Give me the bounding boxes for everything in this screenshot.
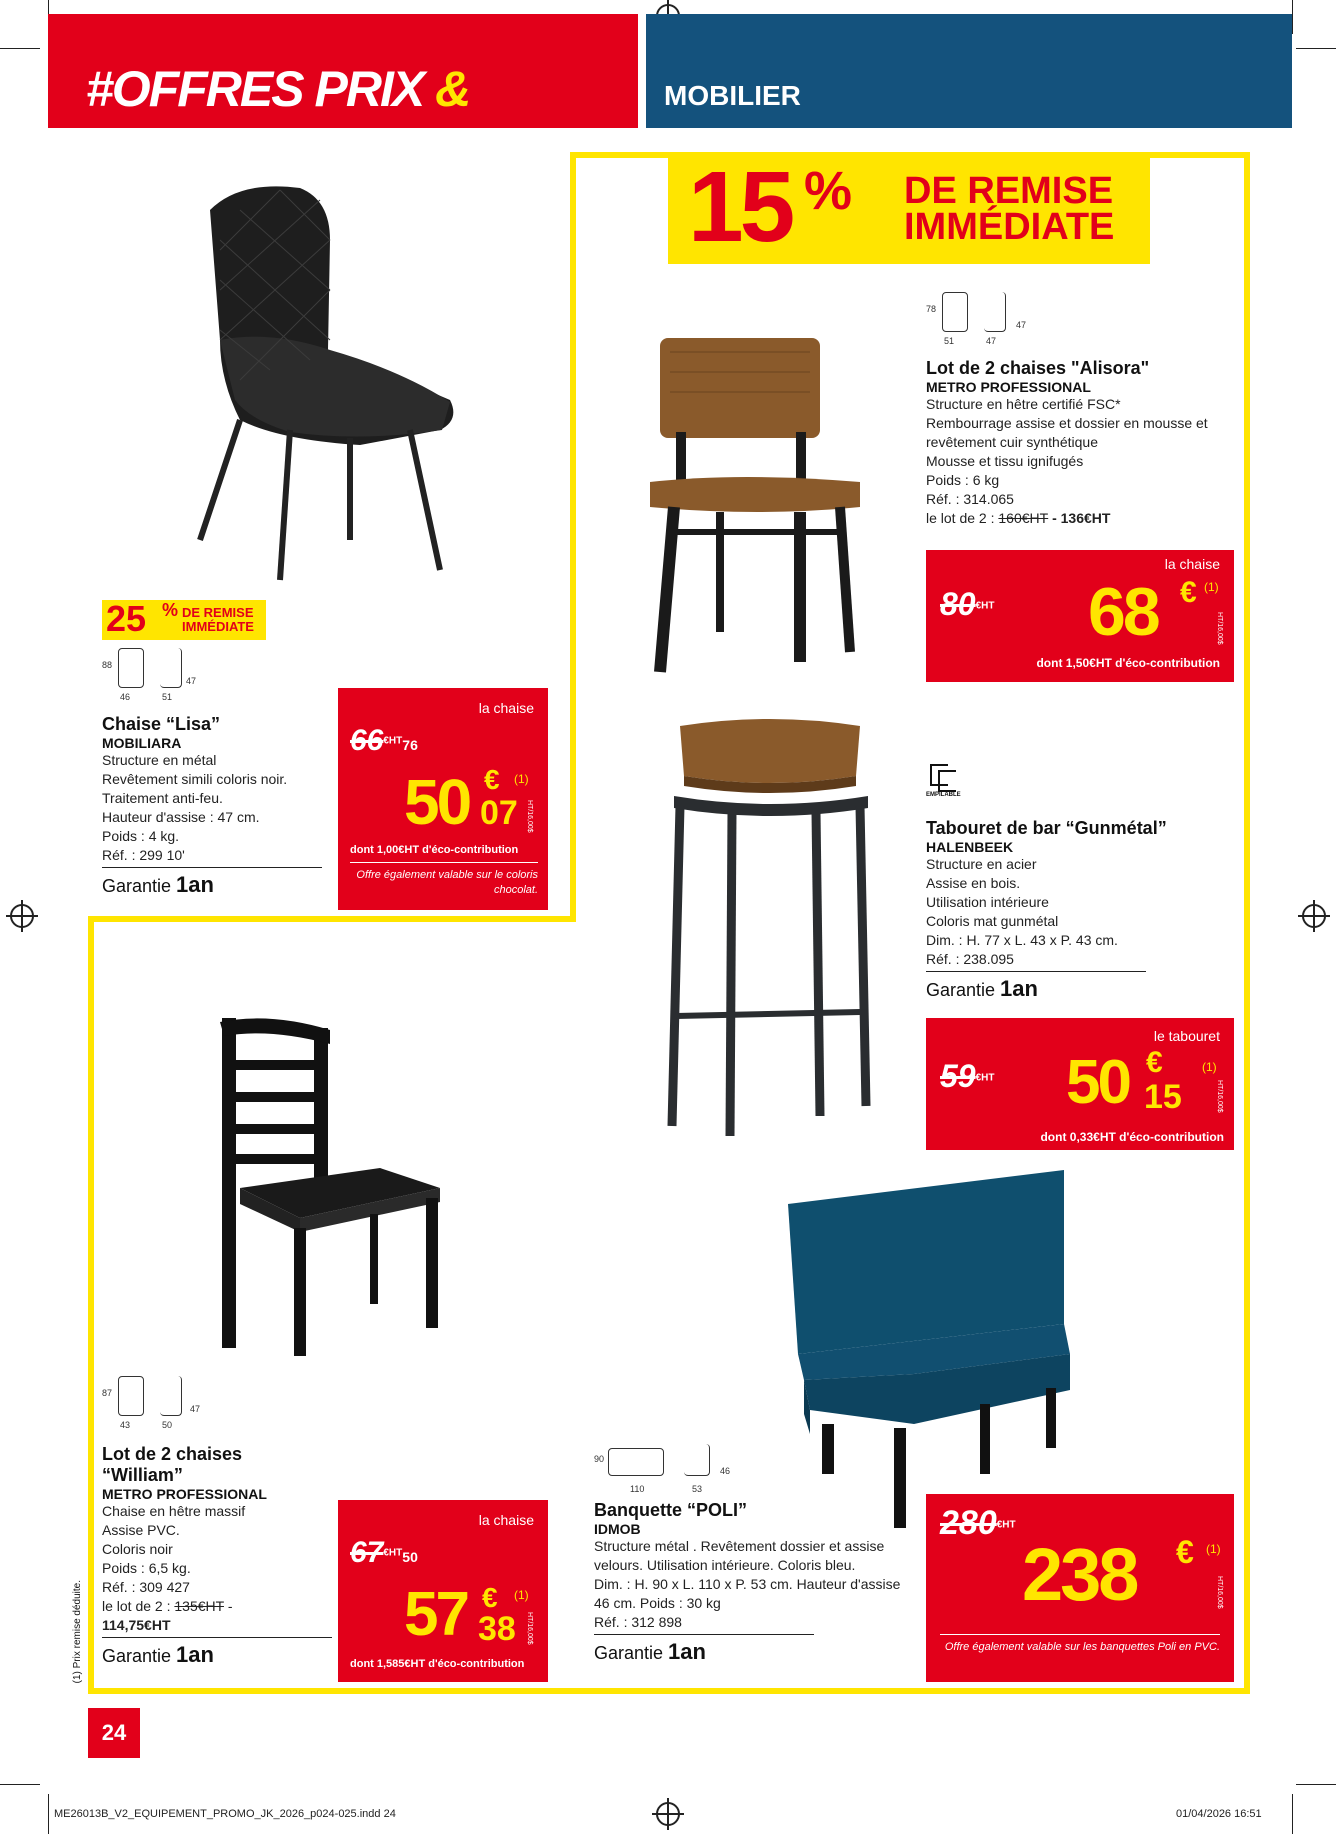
registration-mark-icon [1302, 904, 1326, 928]
price-unit: la chaise [478, 700, 534, 716]
sofa-front-icon [608, 1448, 664, 1476]
registration-mark-icon [10, 904, 34, 928]
dimensions-diagram: 78 47 51 47 [926, 290, 1036, 350]
footnote: (1) Prix remise déduite. [72, 1580, 83, 1684]
discount-line2: IMMÉDIATE [904, 206, 1115, 248]
section-title: MOBILIER [664, 80, 801, 111]
stool-gunmetal-image [660, 716, 880, 1136]
sofa-side-icon [684, 1444, 710, 1476]
product-brand: METRO PROFESSIONAL [102, 1486, 267, 1502]
discount-banner-25 [102, 600, 266, 640]
lot-price: le lot de 2 : 160€HT - 136€HT [926, 510, 1111, 526]
discount-line1: DE REMISE [904, 170, 1114, 212]
crop-mark [1292, 0, 1293, 34]
lot-price: le lot de 2 : 135€HT - [102, 1598, 233, 1614]
promo-frame-right [1244, 152, 1250, 1694]
page-number: 24 [88, 1708, 140, 1758]
price-box-gunmetal: le tabouret $59^{€HT}$ 50 € (1) 15 HT/16,00$ dont 0,33€HT d'éco-contribution [926, 1018, 1234, 1150]
price-unit: le tabouret [1153, 1028, 1220, 1044]
product-gunmetal-info [926, 818, 1236, 1002]
product-title: Chaise “Lisa” [102, 714, 221, 734]
promo-frame-left-bottom [88, 916, 94, 1694]
eco-contribution: dont 1,50€HT d'éco-contribution [1036, 656, 1220, 670]
dimensions-diagram: 90 46 110 53 [594, 1440, 744, 1496]
warranty: Garantie 1an [594, 1639, 706, 1664]
old-price: $59^{€HT}$ [940, 1058, 995, 1094]
product-description: Structure en métal Revêtement simili coloris noir. Traitement anti-feu. Hauteur d'assise : 47 cm. Poids : 4 kg. Réf. : 299 10' [102, 751, 322, 868]
dimensions-diagram: 88 47 46 51 [102, 646, 212, 706]
eco-contribution: dont 0,33€HT d'éco-contribution [1040, 1130, 1224, 1144]
crop-mark [1296, 1784, 1336, 1785]
product-description: Chaise en hêtre massif Assise PVC. Coloris noir Poids : 6,5 kg. Réf. : 309 427 le lot de 2 : 135€HT - 114,75€HT [102, 1502, 332, 1638]
crop-mark [48, 1794, 49, 1834]
chair-lisa-image [180, 180, 470, 600]
discount-line2: IMMÉDIATE [182, 619, 254, 634]
discount-percent: 15 [688, 151, 792, 263]
percent-sign: % [804, 161, 853, 221]
product-description: Structure métal . Revêtement dossier et assise velours. Utilisation intérieure. Coloris bleu. Dim. : H. 90 x L. 110 x P. 53 cm. Hauteur d'assise 46 cm. Poids : 30 kg Réf. : 312 898 [594, 1537, 904, 1635]
bench-poli-image [784, 1164, 1074, 1544]
chair-side-icon [160, 1376, 182, 1416]
promo-frame-step [88, 916, 576, 922]
warranty: Garantie 1an [926, 976, 1038, 1001]
promo-frame-bottom [88, 1688, 1250, 1694]
price-box-lisa: la chaise $66^{€HT}76$ 50 € (1) 07 HT/16,00$ dont 1,00€HT d'éco-contribution Offre également valable sur le coloris chocolat. [338, 688, 548, 910]
warranty: Garantie 1an [102, 872, 214, 897]
product-alisora-info [926, 358, 1236, 528]
product-title: Banquette “POLI” [594, 1500, 748, 1520]
eco-contribution: dont 1,00€HT d'éco-contribution [350, 844, 519, 856]
old-price: $67^{€HT}50$ [350, 1536, 418, 1569]
dimensions-diagram: 87 47 43 50 [102, 1374, 212, 1434]
price-unit: la chaise [1164, 556, 1220, 572]
chair-side-icon [984, 292, 1006, 332]
product-william-info [102, 1444, 332, 1668]
chair-front-icon [118, 648, 144, 688]
price-box-william: la chaise $67^{€HT}50$ 57 € (1) 38 HT/16,00$ dont 1,585€HT d'éco-contribution [338, 1500, 548, 1682]
crop-mark [1296, 48, 1336, 49]
discount-banner-15 [668, 152, 1150, 264]
new-price: 57 [404, 1580, 467, 1649]
crop-mark [0, 1784, 40, 1785]
old-price: $80^{€HT}$ [940, 586, 995, 622]
promo-frame-left-top [570, 152, 576, 922]
offer-note: Offre également valable sur les banquettes Poli en PVC. [944, 1641, 1220, 1653]
price-unit: la chaise [478, 1512, 534, 1528]
product-brand: MOBILIARA [102, 735, 182, 751]
product-description: Structure en acier Assise en bois. Utilisation intérieure Coloris mat gunmétal Dim. : H. 77 x L. 43 x P. 43 cm. Réf. : 238.095 [926, 855, 1236, 972]
header-right-banner [646, 14, 1292, 128]
old-price: $66^{€HT}76$ [350, 724, 418, 757]
crop-mark [1292, 1794, 1293, 1834]
eco-contribution: dont 1,585€HT d'éco-contribution [350, 1658, 525, 1670]
new-price: 50 [404, 766, 470, 838]
price-box-alisora: la chaise $80^{€HT}$ 68 € (1) HT/16,00$ dont 1,50€HT d'éco-contribution [926, 550, 1234, 682]
chair-front-icon [942, 292, 968, 332]
chair-front-icon [118, 1376, 144, 1416]
new-price: 68 [1088, 574, 1158, 650]
footer-date: 01/04/2026 16:51 [1176, 1808, 1262, 1820]
product-brand: HALENBEEK [926, 839, 1014, 855]
product-title: Lot de 2 chaises "Alisora" [926, 358, 1150, 378]
new-price: 50 [1066, 1048, 1129, 1117]
offer-note: Offre également valable sur le coloris chocolat. [356, 869, 538, 896]
product-description: Structure en hêtre certifié FSC* Rembourrage assise et dossier en mousse et revêtement cuir synthétique Mousse et tissu ignifugés Poids : 6 kg Réf. : 314.065 le lot de 2 : 160€HT - 136€HT [926, 395, 1236, 528]
product-brand: IDMOB [594, 1521, 641, 1537]
price-box-poli: $280^{€HT}$ 238 € (1) HT/16,00$ Offre également valable sur les banquettes Poli en PVC. [926, 1494, 1234, 1682]
product-title: Tabouret de bar “Gunmétal” [926, 818, 1167, 838]
discount-line1: DE REMISE [182, 605, 254, 620]
footer-filename: ME26013B_V2_EQUIPEMENT_PROMO_JK_2026_p024-025.indd 24 [54, 1808, 396, 1820]
old-price: $280^{€HT}$ [940, 1504, 1016, 1542]
warranty: Garantie 1an [102, 1642, 214, 1667]
registration-mark-icon [656, 1802, 680, 1826]
product-brand: METRO PROFESSIONAL [926, 379, 1091, 395]
chair-side-icon [160, 648, 182, 688]
header-left-banner [48, 14, 638, 175]
crop-mark [0, 48, 40, 49]
percent-sign: % [162, 600, 179, 620]
new-price: 238 [1022, 1533, 1137, 1616]
product-title: Lot de 2 chaises “William” [102, 1444, 243, 1485]
product-lisa-info [102, 714, 322, 898]
discount-percent: 25 [106, 598, 147, 639]
stackable-icon: EMPILABLE [926, 764, 976, 800]
chair-alisora-image [640, 332, 870, 682]
product-poli-info [594, 1500, 904, 1665]
header-title: #OFFRES PRIX & PROMOS [86, 61, 470, 175]
chair-william-image [210, 1018, 450, 1358]
